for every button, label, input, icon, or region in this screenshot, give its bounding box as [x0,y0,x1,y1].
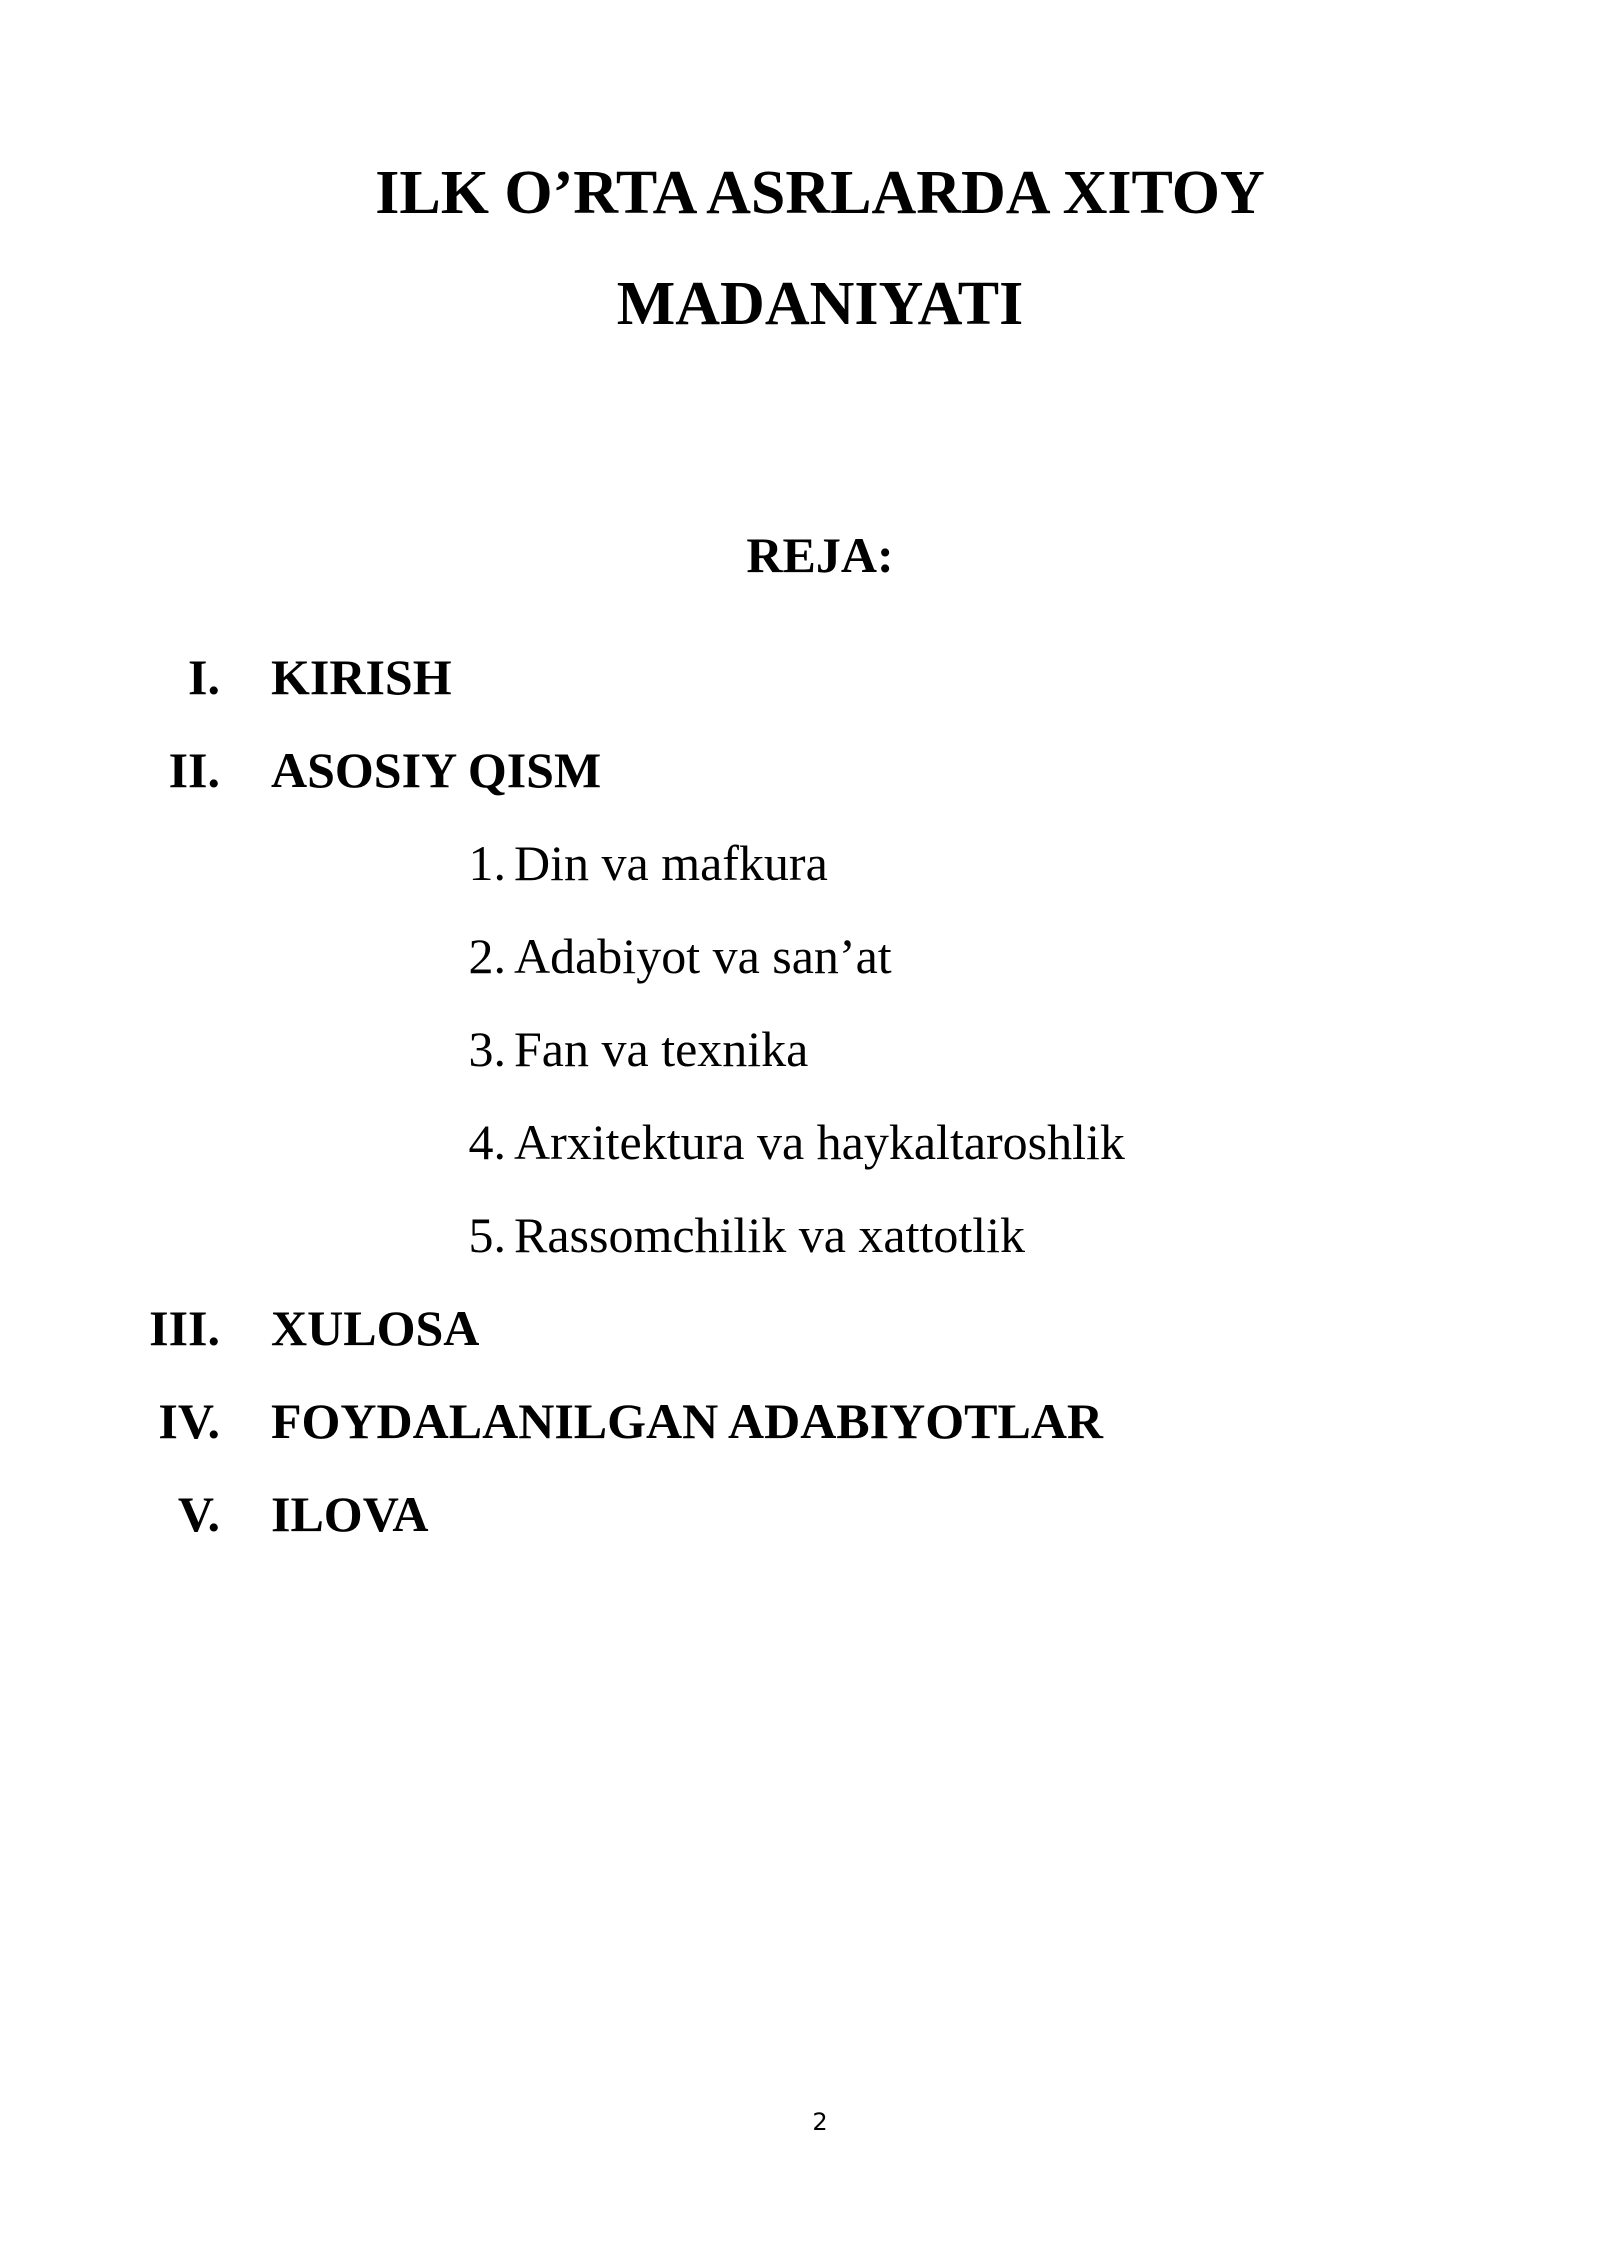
section-label: ASOSIY QISM [271,742,602,798]
section-number: III. [149,1300,220,1356]
subsection-number: 4. [468,1114,506,1170]
section-number: II. [168,742,220,798]
subsection-label: Din va mafkura [514,835,828,891]
subsection-label: Fan va texnika [514,1021,809,1077]
document-title-line-2: MADANIYATI [616,270,1024,338]
section-label: XULOSA [271,1300,480,1356]
subsection-number: 1. [468,835,506,891]
page-number: 2 [812,2108,828,2136]
subsection-label: Adabiyot va san’at [514,928,892,984]
subsection-number: 3. [468,1021,506,1077]
section-number: IV. [158,1393,220,1449]
section-label: FOYDALANILGAN ADABIYOTLAR [271,1393,1104,1449]
section-label: ILOVA [271,1486,429,1542]
subsection-number: 2. [468,928,506,984]
section-number: V. [177,1486,220,1542]
subsection-label: Arxitektura va haykaltaroshlik [514,1114,1125,1170]
section-number: I. [188,649,220,705]
subsection-label: Rassomchilik va xattotlik [514,1207,1026,1263]
subsection-number: 5. [468,1207,506,1263]
plan-heading: REJA: [746,527,894,583]
section-label: KIRISH [271,649,452,705]
document-title-line-1: ILK O’RTA ASRLARDA XITOY [375,159,1265,227]
